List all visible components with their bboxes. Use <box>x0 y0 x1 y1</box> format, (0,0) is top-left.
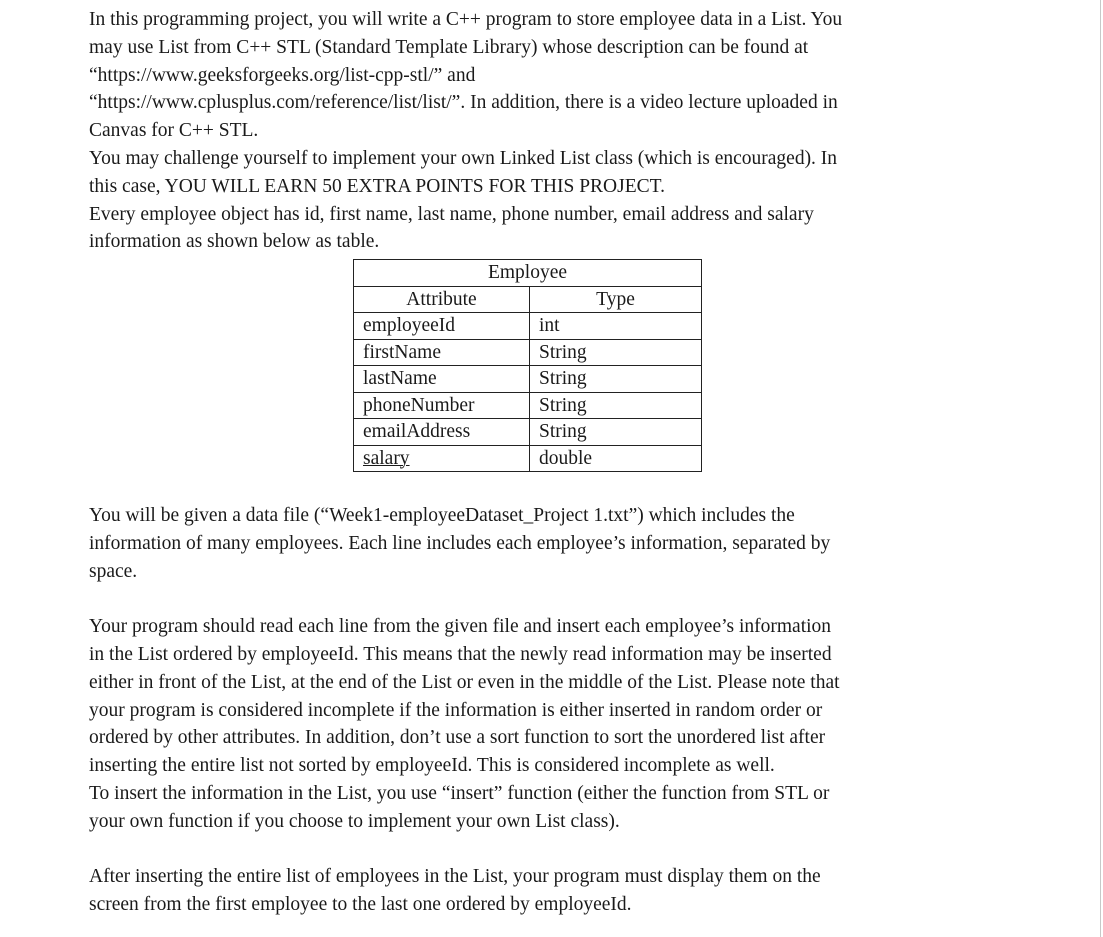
document-body <box>89 6 969 256</box>
text-line: In this programming project, you will write a C++ program to store employee data in a List. You <box>89 9 843 30</box>
text-line: Canvas for C++ STL. <box>89 120 259 142</box>
table-row <box>354 419 702 446</box>
employee-table <box>353 259 702 472</box>
attribute-cell: phoneNumber <box>354 392 530 419</box>
text-line: “https://www.geeksforgeeks.org/list-cpp-stl/” and <box>89 64 476 86</box>
insert-paragraph <box>89 613 969 835</box>
paragraph-spacer <box>89 836 969 864</box>
paragraph-spacer <box>89 585 969 613</box>
type-cell: String <box>530 366 702 393</box>
text-line: ordered by other attributes. In addition, don’t use a sort function to sort the unordered list after <box>89 727 826 749</box>
employee-table-container <box>353 259 702 472</box>
header-type: Type <box>530 286 702 313</box>
attribute-cell: firstName <box>354 339 530 366</box>
text-line: this case, YOU WILL EARN 50 EXTRA POINTS FOR THIS PROJECT. <box>89 175 665 197</box>
data-file-paragraph <box>89 502 969 585</box>
type-cell: String <box>530 419 702 446</box>
text-line: may use List from C++ STL (Standard Template Library) whose description can be found at <box>89 36 809 58</box>
attribute-cell <box>354 445 530 472</box>
text-line: space. <box>89 560 138 582</box>
page-edge-divider <box>1100 0 1101 937</box>
type-cell: String <box>530 392 702 419</box>
type-cell: int <box>530 313 702 340</box>
text-line: your own function if you choose to implement your own List class). <box>89 810 620 832</box>
text-line: You will be given a data file (“Week1-employeeDataset_Project 1.txt”) which includes the <box>89 505 795 526</box>
text-line: “https://www.cplusplus.com/reference/list/list/”. In addition, there is a video lecture uploaded in <box>89 92 838 114</box>
attribute-cell: emailAddress <box>354 419 530 446</box>
header-attribute: Attribute <box>354 286 530 313</box>
text-line: screen from the first employee to the last one ordered by employeeId. <box>89 894 632 916</box>
salary-attribute-text: salary <box>363 447 410 469</box>
attribute-cell: lastName <box>354 366 530 393</box>
table-caption: Employee <box>354 260 702 287</box>
text-line: You may challenge yourself to implement your own Linked List class (which is encouraged). In <box>89 147 838 169</box>
type-cell: double <box>530 445 702 472</box>
document-body-lower <box>89 502 969 919</box>
table-row <box>354 445 702 472</box>
attribute-cell: employeeId <box>354 313 530 340</box>
text-line: Every employee object has id, first name, last name, phone number, email address and salary <box>89 203 814 225</box>
text-line: After inserting the entire list of employees in the List, your program must display them on the <box>89 866 821 888</box>
intro-paragraph <box>89 6 969 256</box>
table-row <box>354 313 702 340</box>
text-line: information of many employees. Each line includes each employee’s information, separated by <box>89 532 831 554</box>
text-line: To insert the information in the List, you use “insert” function (either the function from STL or <box>89 782 830 804</box>
display-paragraph <box>89 863 969 919</box>
table-row <box>354 366 702 393</box>
text-line: your program is considered incomplete if the information is either inserted in random order or <box>89 699 823 721</box>
text-line: in the List ordered by employeeId. This means that the newly read information may be inserted <box>89 643 832 665</box>
type-cell: String <box>530 339 702 366</box>
text-line: inserting the entire list not sorted by employeeId. This is considered incomplete as well. <box>89 755 775 777</box>
text-line: either in front of the List, at the end of the List or even in the middle of the List. Please note that <box>89 671 840 693</box>
text-line: information as shown below as table. <box>89 231 380 253</box>
table-row <box>354 392 702 419</box>
text-line: Your program should read each line from the given file and insert each employee’s information <box>89 616 832 638</box>
table-row <box>354 339 702 366</box>
